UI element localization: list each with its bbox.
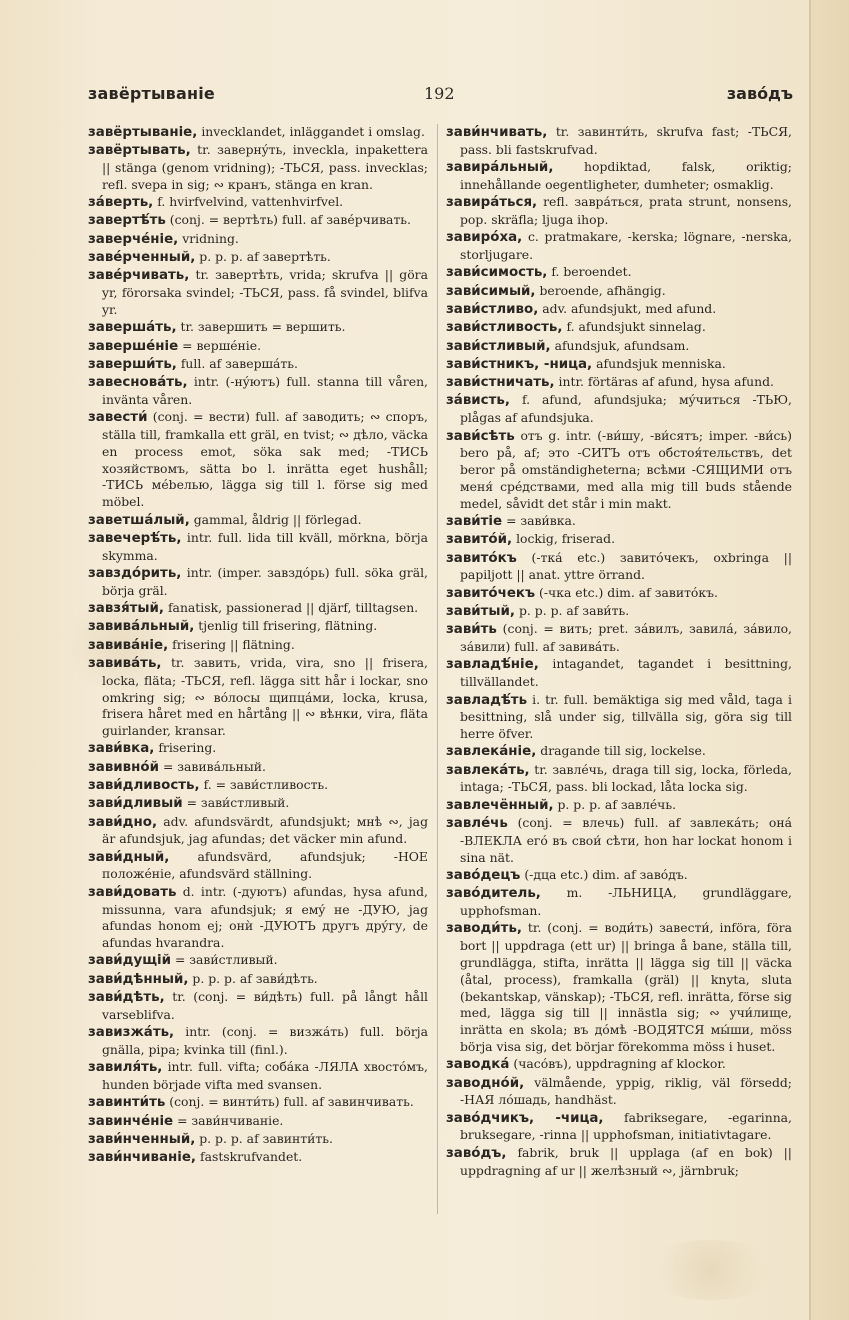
- entry-definition: intr. (conj. = визжáть) full. börja gnälla, pipa; kvinka till (finl.).: [102, 1024, 428, 1057]
- dictionary-entry: [446, 621, 792, 656]
- entry-headword: завитóчекъ: [446, 585, 536, 601]
- entry-definition: fastskrufvandet.: [199, 1149, 303, 1165]
- dictionary-entry: [446, 762, 792, 797]
- entry-headword: завладѣ́ть: [446, 692, 528, 708]
- entry-definition: gammal, åldrig || förlegad.: [193, 511, 362, 527]
- entry-definition: intr. (imper. завздóрь) full. söka gräl, börja gräl.: [102, 564, 428, 598]
- entry-definition: full. af заверша́ть.: [180, 355, 298, 371]
- entry-definition: (часóвъ), uppdragning af klockor.: [513, 1056, 726, 1072]
- entry-headword: зави́симый,: [446, 283, 536, 299]
- dictionary-entry: [446, 603, 792, 621]
- entry-definition: tr. завернýть, inveckla, inpakettera || stänga (genom vridning); -ТЬСЯ, pass. invecklas; refl. svepa in sig; ∾ кранъ, stänga en kran.: [102, 142, 428, 192]
- entry-definition: (conj. = вертѣть) full. af завéрчивать.: [169, 212, 411, 228]
- entry-definition: = зави́стливый.: [174, 952, 278, 968]
- entry-headword: завивáльный,: [88, 619, 195, 635]
- entry-headword: зави́вка,: [88, 741, 155, 757]
- entry-definition: tr. завлéчь, draga till sig, locka, förleda, intaga; -ТЬСЯ, pass. bli lockad, låta locka sig.: [460, 761, 792, 795]
- entry-headword: завитóкъ: [446, 550, 517, 566]
- header-left-guideword: завёртываніе: [88, 84, 215, 103]
- dictionary-entry: [446, 159, 792, 194]
- entry-headword: завести́: [88, 410, 148, 426]
- dictionary-entry: [446, 392, 792, 427]
- entry-headword: за́верть,: [88, 195, 154, 211]
- entry-definition: välmående, yppig, riklig, väl försedd; -НАЯ лóшадь, handhäst.: [460, 1074, 792, 1108]
- entry-definition: dragande till sig, lockelse.: [540, 743, 706, 759]
- dictionary-entry: [446, 867, 792, 885]
- entry-headword: зави́стничать,: [446, 375, 555, 391]
- dictionary-entry: [88, 1094, 428, 1112]
- dictionary-entry: [446, 797, 792, 815]
- dictionary-entry: [88, 231, 428, 249]
- entry-headword: зави́дущій: [88, 953, 171, 969]
- entry-definition: p. p. p. af зави́дѣть.: [192, 970, 318, 986]
- entry-headword: зави́тый,: [446, 604, 516, 620]
- entry-headword: заводнóй,: [446, 1075, 525, 1091]
- entry-definition: (-чка etc.) dim. af завитóкъ.: [539, 584, 718, 600]
- entry-definition: p. p. p. af завинти́ть.: [199, 1130, 333, 1146]
- page-header: [88, 84, 793, 114]
- dictionary-entry: [446, 531, 792, 549]
- dictionary-entry: [88, 1131, 428, 1149]
- entry-definition: frisering || flätning.: [172, 636, 295, 652]
- entry-headword: заводи́ть,: [446, 921, 523, 937]
- entry-definition: = зави́нчиваніе.: [177, 1112, 284, 1128]
- dictionary-entry: [88, 530, 428, 565]
- entry-headword: зáвисть,: [446, 393, 510, 409]
- entry-definition: intr. full. vifta; собáка -ЛЯЛА хвостóмъ, hunden började vifta med svansen.: [102, 1059, 428, 1093]
- dictionary-entry: [88, 849, 428, 884]
- entry-headword: завёртывать,: [88, 143, 191, 159]
- entry-definition: (conj. = вить; pret. зáвилъ, завилá, зáвило, зáвили) full. af завивáть.: [460, 621, 792, 655]
- entry-headword: зави́сѣть: [446, 428, 515, 444]
- entry-headword: завизжáть,: [88, 1025, 175, 1041]
- column-divider: [437, 124, 438, 1214]
- entry-headword: зави́ть: [446, 622, 497, 638]
- left-column: [88, 124, 428, 1168]
- dictionary-entry: [88, 512, 428, 530]
- entry-headword: завóдецъ: [446, 867, 521, 883]
- entry-headword: завлекáть,: [446, 762, 530, 778]
- dictionary-entry: [88, 142, 428, 193]
- entry-definition: fabrik, bruk || upplaga (af en bok) || uppdragning af ur || желѣзный ∾, järnbruk;: [460, 1144, 792, 1178]
- entry-definition: = зави́стливый.: [186, 795, 290, 811]
- entry-headword: завóдъ,: [446, 1145, 507, 1161]
- entry-definition: intr. (-нýютъ) full. stanna till våren, invänta våren.: [102, 374, 428, 407]
- dictionary-entry: [446, 1075, 792, 1110]
- entry-definition: f. afund, afundsjuka; мýчиться -ТЬЮ, plågas af afundsjuka.: [460, 392, 792, 426]
- entry-headword: завлéчь: [446, 816, 508, 832]
- entry-definition: f. = зави́стливость.: [203, 776, 329, 792]
- entry-headword: завёртываніе,: [88, 125, 198, 140]
- dictionary-entry: [88, 618, 428, 636]
- entry-definition: hopdiktad, falsk, oriktig; innehållande oegentligheter, dumheter; osmaklig.: [460, 159, 792, 192]
- dictionary-entry: [446, 124, 792, 159]
- entry-definition: (conj. = винти́ть) full. af завинчивать.: [169, 1094, 414, 1110]
- entry-definition: tr. завинти́ть, skrufva fast; -ТЬСЯ, pass. bli fastskrufvad.: [460, 124, 792, 157]
- entry-definition: intr. full. lida till kväll, mörkna, börja skymma.: [102, 529, 428, 563]
- dictionary-entry: [446, 513, 792, 531]
- dictionary-entry: [88, 759, 428, 777]
- entry-headword: завзя́тый,: [88, 601, 165, 617]
- entry-definition: beroende, afhängig.: [539, 282, 666, 298]
- page-number: 192: [424, 84, 455, 103]
- entry-headword: зави́стливый,: [446, 338, 551, 354]
- dictionary-entry: [88, 971, 428, 989]
- entry-headword: зави́дный,: [88, 849, 170, 865]
- entry-definition: fabriksegare, -egarinna, bruksegare, -rinna || upphofsman, initiativtagare.: [460, 1109, 792, 1143]
- entry-headword: заверша́ть,: [88, 320, 177, 336]
- page-fold-line: [809, 0, 811, 1320]
- entry-headword: зави́симость,: [446, 265, 548, 281]
- entry-definition: p. p. p. af завертѣть.: [199, 249, 331, 265]
- entry-headword: зави́дѣнный,: [88, 971, 189, 987]
- entry-definition: f. beroendet.: [551, 264, 632, 280]
- page-edge: [811, 0, 849, 1320]
- dictionary-entry: [88, 374, 428, 409]
- entry-definition: m. -ЛЬНИЦА, grundläggare, upphofsman.: [460, 885, 792, 919]
- entry-definition: frisering.: [158, 740, 217, 756]
- entry-headword: завéрченный,: [88, 250, 196, 266]
- entry-definition: tr. завершить = вершить.: [180, 319, 346, 335]
- entry-headword: завóдитель,: [446, 886, 541, 902]
- entry-headword: завершéніе: [88, 338, 179, 354]
- entry-definition: tr. (conj. = води́ть) завести́, införa, föra bort || uppdraga (ett ur) || bringa å bane, ställa till, grundlägga, stifta, inrätta || lägga sig till || väcka (åtal, process), framkalla (gräl) || knyta, sluta (bekantskap, vänskap); -ТЬСЯ, refl. inrätta, förse sig med, lägga sig till || innästla sig; ∾ учи́лище, inrätta en skola; въ дóмѣ -ВОДЯТСЯ мы́ши, möss börja visa sig, det börjar förekomma möss i huset.: [460, 920, 792, 1054]
- dictionary-entry: [88, 600, 428, 618]
- entry-headword: зави́дно,: [88, 814, 158, 830]
- dictionary-entry: [88, 1149, 428, 1167]
- entry-headword: завивáть,: [88, 655, 162, 671]
- dictionary-entry: [88, 740, 428, 758]
- dictionary-entry: [88, 565, 428, 600]
- entry-headword: заверши́ть,: [88, 356, 177, 372]
- entry-headword: завладѣ́ніе,: [446, 657, 539, 673]
- entry-headword: завéрчивать,: [88, 268, 190, 284]
- dictionary-entry: [446, 319, 792, 337]
- entry-headword: завечерѣ́ть,: [88, 530, 182, 546]
- entry-definition: (-дца etc.) dim. af завóдъ.: [524, 866, 688, 882]
- right-column: [446, 124, 792, 1180]
- entry-definition: tjenlig till frisering, flätning.: [198, 618, 378, 634]
- dictionary-entry: [446, 338, 792, 356]
- dictionary-entry: [446, 920, 792, 1055]
- entry-definition: adv. afundsvärdt, afundsjukt; мнѣ ∾, jag är afundsjuk, jag afundas; det väcker min afund.: [102, 813, 428, 847]
- dictionary-entry: [88, 249, 428, 267]
- dictionary-entry: [88, 952, 428, 970]
- entry-headword: зави́дѣть,: [88, 990, 165, 1006]
- dictionary-entry: [88, 989, 428, 1024]
- dictionary-entry: [446, 743, 792, 761]
- entry-definition: i. tr. full. bemäktiga sig med våld, taga i besittning, slå under sig, tillvälla sig, göra sig till herre öfver.: [460, 691, 792, 742]
- entry-headword: завивнóй: [88, 759, 159, 775]
- entry-definition: d. intr. (-дуютъ) afundas, hysa afund, missunna, vara afundsjuk; я емý не -ДУЮ, jag afundas honom ej; онѝ -ДУЮТЪ другъ дрýгу, de afundas hvarandra.: [102, 883, 428, 951]
- dictionary-entry: [88, 212, 428, 230]
- dictionary-entry: [446, 692, 792, 743]
- entry-headword: зави́довать: [88, 884, 177, 900]
- dictionary-entry: [88, 338, 428, 356]
- dictionary-entry: [446, 815, 792, 866]
- dictionary-entry: [446, 585, 792, 603]
- entry-headword: зави́тіе: [446, 514, 503, 530]
- entry-headword: завинти́ть: [88, 1095, 166, 1111]
- entry-definition: afundsjuk, afundsam.: [554, 337, 690, 353]
- entry-headword: завесновáть,: [88, 375, 188, 391]
- dictionary-entry: [88, 795, 428, 813]
- entry-definition: tr. завить, vrida, vira, sno || frisera, locka, fläta; -ТЬСЯ, refl. lägga sitt hår i lockar, sno omkring sig; ∾ вóлосы щипцáми, locka, krusa, frisera håret med en hårtång || ∾ вѣнки, vira, fläta guirlander, kransar.: [102, 654, 428, 739]
- dictionary-entry: [446, 374, 792, 392]
- dictionary-entry: [88, 356, 428, 374]
- dictionary-entry: [446, 1056, 792, 1074]
- dictionary-entry: [88, 655, 428, 740]
- entry-definition: (conj. = влечь) full. af завлекáть; онá -ВЛЕКЛА егó въ свои́ сѣти, hon har lockat honom i sina nät.: [460, 815, 792, 865]
- entry-definition: f. afundsjukt sinnelag.: [566, 319, 706, 335]
- dictionary-entry: [446, 550, 792, 585]
- entry-headword: завирáться,: [446, 195, 538, 211]
- dictionary-entry: [88, 194, 428, 212]
- entry-headword: завивáніе,: [88, 637, 169, 653]
- entry-definition: отъ g. intr. (-ви́шу, -ви́сятъ; imper. -ви́сь) bero på, af; это -СИТЪ отъ обстоя́тельствъ, det beror på omständigheterna; всѣми -СЯЩИМИ отъ меня́ срéдствами, med alla mig till buds stående medel, såvidt det står i min makt.: [460, 427, 792, 511]
- entry-headword: зави́дливость,: [88, 777, 200, 793]
- entry-definition: intr. förtäras af afund, hysa afund.: [558, 374, 774, 390]
- entry-headword: завлечённый,: [446, 797, 554, 813]
- entry-headword: зави́стникъ, -ница,: [446, 356, 593, 372]
- entry-definition: fanatisk, passionerad || djärf, tilltagsen.: [167, 600, 419, 616]
- entry-definition: tr. (conj. = ви́дѣть) full. på långt håll varseblifva.: [102, 989, 428, 1022]
- entry-headword: зави́нченный,: [88, 1131, 196, 1147]
- dictionary-entry: [88, 1059, 428, 1094]
- dictionary-entry: [446, 229, 792, 264]
- entry-definition: intagandet, tagandet i besittning, tillvällandet.: [460, 656, 792, 690]
- entry-definition: invecklandet, inläggandet i omslag.: [201, 124, 425, 139]
- dictionary-entry: [446, 283, 792, 301]
- dictionary-entry: [446, 1110, 792, 1145]
- entry-definition: (-тка́ etc.) завитóчекъ, oxbringa || papiljott || anat. yttre örrand.: [460, 549, 792, 583]
- entry-definition: c. pratmakare, -kerska; lögnare, -nerska, storljugare.: [460, 229, 792, 263]
- dictionary-entry: [88, 1113, 428, 1131]
- entry-definition: afundsjuk menniska.: [596, 355, 726, 371]
- entry-headword: завирóха,: [446, 230, 523, 246]
- entry-definition: lockig, friserad.: [516, 531, 616, 547]
- dictionary-entry: [446, 428, 792, 513]
- entry-headword: завертѣ́ть: [88, 213, 166, 229]
- entry-definition: p. p. p. af зави́ть.: [518, 603, 630, 619]
- dictionary-entry: [88, 1024, 428, 1059]
- entry-headword: завóдчикъ, -чица,: [446, 1110, 604, 1126]
- entry-headword: завздóрить,: [88, 565, 182, 581]
- entry-headword: заводкá: [446, 1057, 510, 1073]
- entry-headword: зави́стливость,: [446, 320, 563, 336]
- dictionary-entry: [88, 814, 428, 849]
- dictionary-entry: [446, 194, 792, 229]
- dictionary-entry: [446, 656, 792, 691]
- entry-definition: tr. завертѣть, vrida; skrufva || göra yr, förorsaka svindel; -ТЬСЯ, pass. få svindel, blifva yr.: [102, 267, 428, 317]
- paper-stain: [640, 1240, 780, 1300]
- entry-definition: = завивáльный.: [162, 758, 266, 774]
- entry-headword: завирáльный,: [446, 160, 554, 176]
- entry-definition: adv. afundsjukt, med afund.: [542, 300, 717, 316]
- entry-definition: (conj. = вести) full. af заводить; ∾ споръ, ställa till, framkalla ett gräl, en tvist; ∾ дѣло, väcka en process emot, söka sak med; -ТИСЬ хозяйствомъ, sätta bo l. inrätta eget hushåll; -ТИСЬ мébелью, lägga sig till l. förse sig med möbel.: [102, 409, 428, 510]
- entry-headword: завитóй,: [446, 532, 513, 548]
- entry-headword: зави́нчиваніе,: [88, 1150, 197, 1166]
- entry-headword: зави́стливо,: [446, 301, 539, 317]
- dictionary-entry: [88, 267, 428, 318]
- entry-definition: vridning.: [182, 230, 239, 246]
- entry-definition: p. p. p. af завлéчь.: [557, 796, 677, 812]
- dictionary-entry: [446, 356, 792, 374]
- entry-definition: afundsvärd, afundsjuk; -НОЕ положéніе, afundsvärd ställning.: [102, 848, 428, 882]
- entry-headword: зави́дливый: [88, 796, 183, 812]
- entry-headword: заверчéніе,: [88, 231, 179, 247]
- dictionary-entry: [446, 1145, 792, 1180]
- entry-definition: refl. завра́ться, prata strunt, nonsens, pop. skräfla; ljuga ihop.: [460, 194, 792, 227]
- entry-headword: зави́нчивать,: [446, 125, 548, 140]
- header-right-guideword: заво́дъ: [726, 84, 793, 103]
- dictionary-entry: [88, 637, 428, 655]
- dictionary-entry: [88, 884, 428, 952]
- entry-definition: f. hvirfvelvind, vattenhvirfvel.: [157, 194, 344, 210]
- dictionary-entry: [446, 885, 792, 920]
- dictionary-entry: [88, 409, 428, 511]
- dictionary-entry: [88, 319, 428, 337]
- entry-definition: = зави́вка.: [506, 513, 576, 529]
- dictionary-entry: [88, 124, 428, 142]
- entry-headword: завиля́ть,: [88, 1060, 163, 1076]
- dictionary-entry: [446, 264, 792, 282]
- entry-headword: завинчéніе: [88, 1113, 174, 1129]
- entry-headword: заветша́лый,: [88, 512, 190, 528]
- dictionary-entry: [88, 777, 428, 795]
- entry-headword: завлекáніе,: [446, 744, 537, 760]
- dictionary-entry: [446, 301, 792, 319]
- entry-definition: = вершéніе.: [182, 337, 262, 353]
